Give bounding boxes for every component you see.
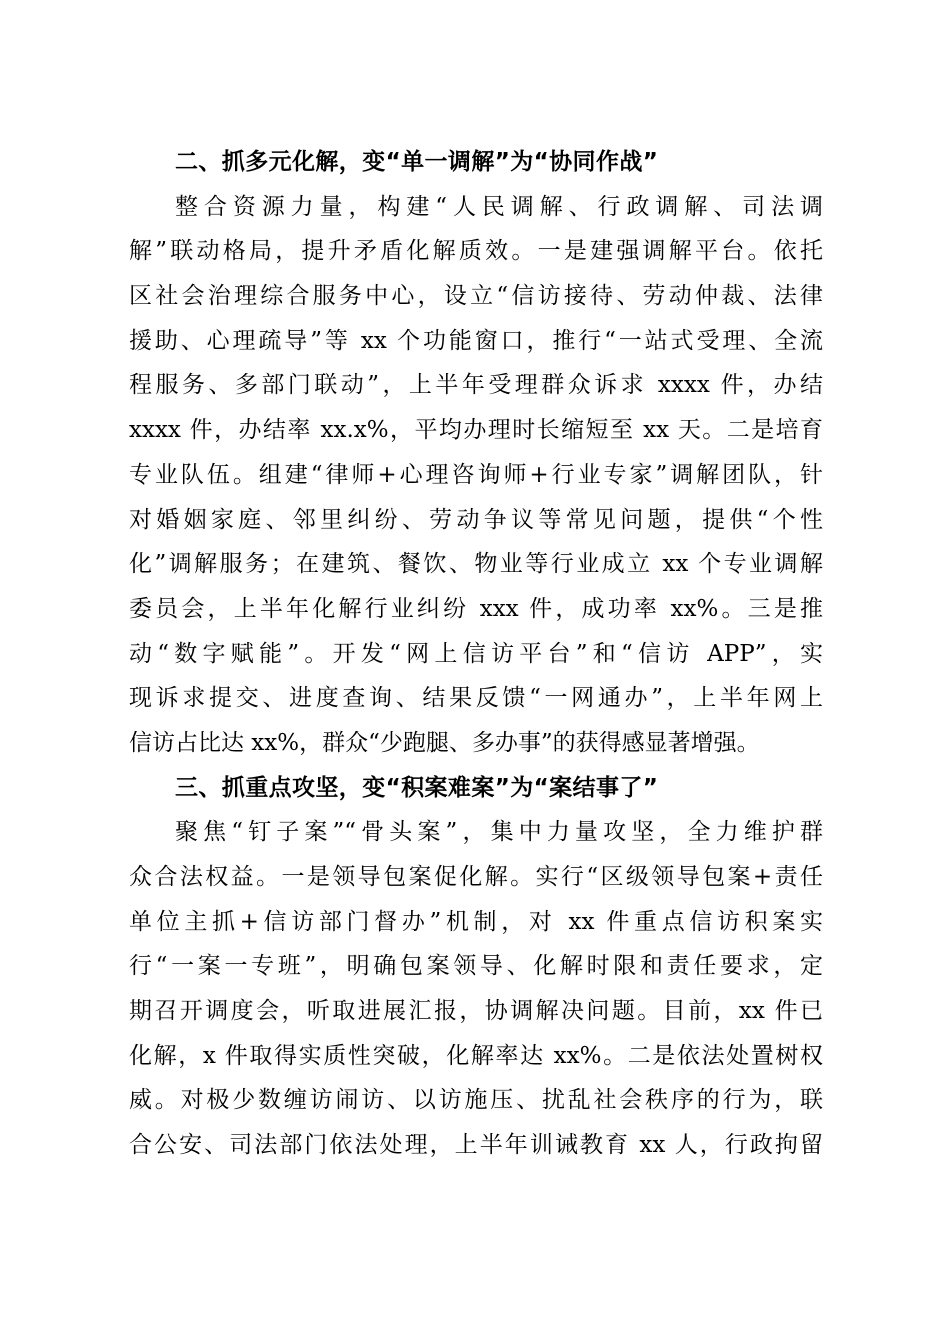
text-line: 聚焦“钉子案”“骨头案”，集中力量攻坚，全力维护群 bbox=[175, 819, 823, 846]
text-line: 整合资源力量，构建“人民调解、行政调解、司法调 bbox=[175, 193, 823, 220]
text-line: 众合法权益。一是领导包案促化解。实行“区级领导包案+责任 bbox=[129, 864, 823, 890]
text-line: 化解，x 件取得实质性突破，化解率达 xx%。二是依法处置树权 bbox=[129, 1042, 823, 1069]
section-heading-3: 三、抓重点攻坚，变“积案难案”为“案结事了” bbox=[175, 774, 659, 801]
text-line: 化”调解服务；在建筑、餐饮、物业等行业成立 xx 个专业调解 bbox=[129, 551, 823, 578]
text-line: 委员会，上半年化解行业纠纷 xxx 件，成功率 xx%。三是推 bbox=[129, 595, 823, 622]
section-paragraph-2 bbox=[129, 185, 823, 766]
document-body bbox=[129, 140, 823, 1168]
text-line: 现诉求提交、进度查询、结果反馈“一网通办”，上半年网上 bbox=[129, 685, 823, 712]
text-line: 区社会治理综合服务中心，设立“信访接待、劳动仲裁、法律 bbox=[129, 283, 823, 310]
text-line: 动“数字赋能”。开发“网上信访平台”和“信访 APP”，实 bbox=[129, 640, 823, 667]
text-line: 对婚姻家庭、邻里纠纷、劳动争议等常见问题，提供“个性 bbox=[129, 506, 823, 533]
text-line: 单位主抓+信访部门督办”机制，对 xx 件重点信访积案实 bbox=[129, 908, 823, 935]
text-line: xxxx 件，办结率 xx.x%，平均办理时长缩短至 xx 天。二是培育 bbox=[129, 417, 823, 444]
text-line: 专业队伍。组建“律师+心理咨询师+行业专家”调解团队，针 bbox=[129, 461, 823, 488]
text-line: 威。对极少数缠访闹访、以访施压、扰乱社会秩序的行为，联 bbox=[129, 1087, 823, 1114]
text-line: 合公安、司法部门依法处理，上半年训诫教育 xx 人，行政拘留 bbox=[129, 1132, 823, 1159]
section-paragraph-3 bbox=[129, 810, 823, 1168]
section-heading-2: 二、抓多元化解，变“单一调解”为“协同作战” bbox=[175, 149, 659, 175]
text-line: 期召开调度会，听取进展汇报，协调解决问题。目前，xx 件已 bbox=[129, 998, 823, 1025]
text-line: 行“一案一专班”，明确包案领导、化解时限和责任要求，定 bbox=[129, 953, 823, 980]
text-line: 解”联动格局，提升矛盾化解质效。一是建强调解平台。依托 bbox=[129, 238, 823, 265]
text-line: 信访占比达 xx%，群众“少跑腿、多办事”的获得感显著增强。 bbox=[129, 729, 760, 756]
text-line: 程服务、多部门联动”，上半年受理群众诉求 xxxx 件，办结 bbox=[129, 372, 823, 399]
text-line: 援助、心理疏导”等 xx 个功能窗口，推行“一站式受理、全流 bbox=[129, 327, 823, 354]
